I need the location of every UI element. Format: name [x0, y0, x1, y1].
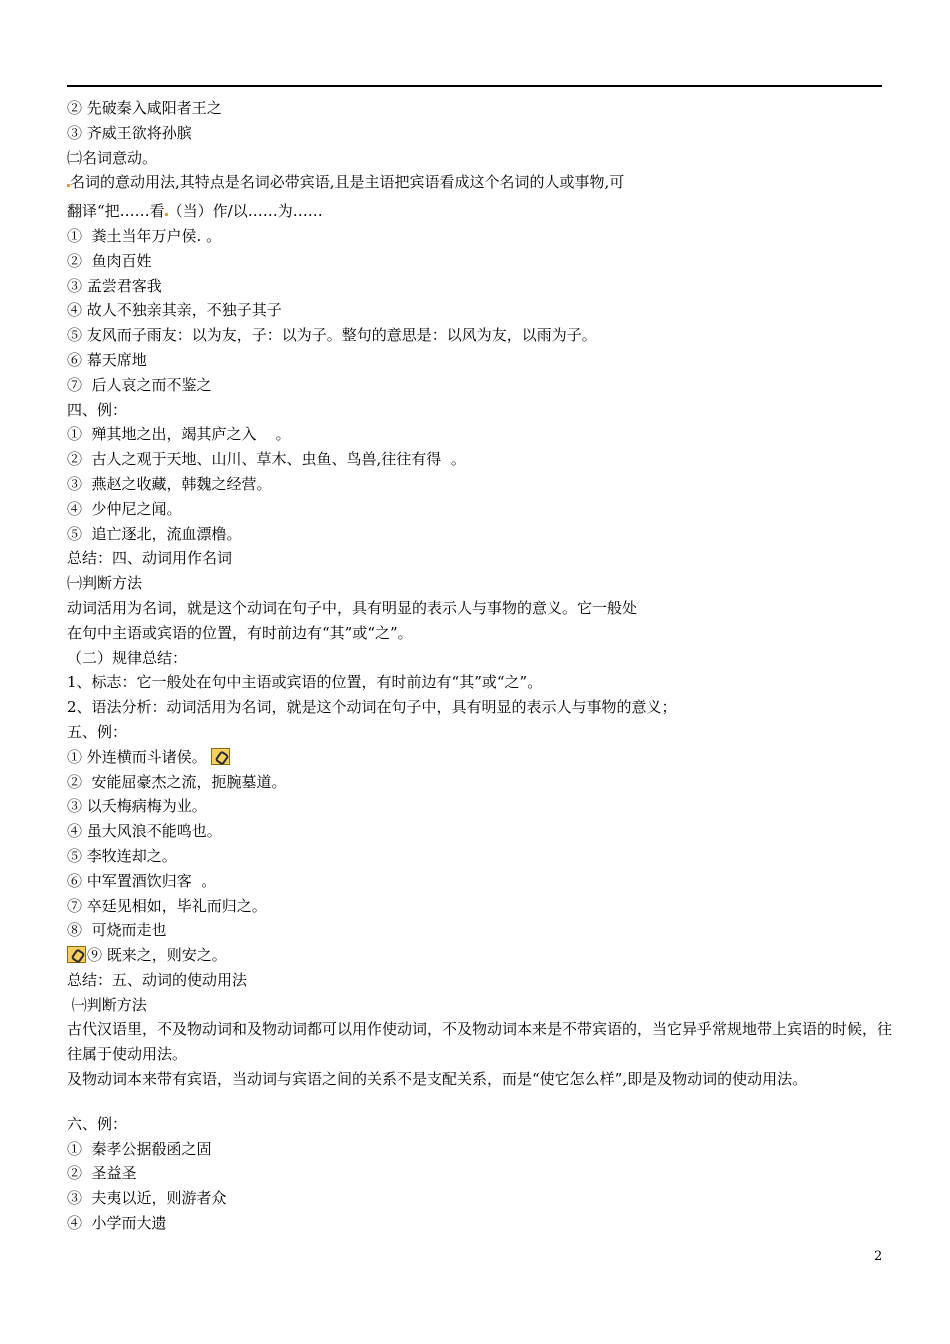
- text-line: ③ 燕赵之收藏，韩魏之经营。: [67, 474, 272, 493]
- document-body: [67, 96, 897, 1236]
- paragraph: 古代汉语里，不及物动词和及物动词都可以用作使动词，不及物动词本来是不带宾语的，当它异乎常规地带上宾语的时候，往往属于使动用法。: [67, 1020, 893, 1064]
- text-line: ① 秦孝公据殽函之固: [67, 1139, 212, 1158]
- text-line: 名词的意动用法,其特点是名词必带宾语,且是主语把宾语看成这个名词的人或事物,可: [67, 170, 897, 195]
- section-heading: 六、例：: [67, 1114, 128, 1133]
- text-line: ⑧ 可烧而走也: [67, 921, 167, 940]
- text-line: 在句中主语或宾语的位置，有时前边有“其”或“之”。: [67, 623, 413, 642]
- text-line: 动词活用为名词，就是这个动词在句子中，具有明显的表示人与事物的意义。它一般处: [67, 598, 638, 617]
- text-line: ⑦ 卒廷见相如，毕礼而归之。: [67, 896, 267, 915]
- text-line: ① 粪土当年万户侯. 。: [67, 226, 222, 245]
- text-line: ③ 齐威王欲将孙膑: [67, 123, 192, 142]
- text-line: 翻译“把……看 （当）作/以……为……: [67, 202, 323, 221]
- section-heading: ㈡名词意动。: [67, 148, 158, 167]
- text-line: ③ 夫夷以近，则游者众: [67, 1189, 227, 1208]
- text-line: ② 古人之观于天地、山川、草木、虫鱼、鸟兽,往往有得 。: [67, 450, 466, 469]
- text-line: 1、标志：它一般处在句中主语或宾语的位置，有时前边有“其”或“之”。: [67, 673, 543, 692]
- text-line: ④ 少仲尼之闻。: [67, 499, 182, 518]
- blank-line: [67, 1092, 897, 1112]
- text-line: ④ 虽大风浪不能鸣也。: [67, 822, 222, 841]
- text-line: ① 外连横而斗诸侯。: [67, 745, 897, 770]
- text-line: ⑥ 幕天席地: [67, 350, 147, 369]
- section-heading: 四、例：: [67, 400, 128, 419]
- text-line: ⑨ 既来之，则安之。: [67, 943, 897, 968]
- text-line: ⑤ 李牧连却之。: [67, 846, 177, 865]
- text-line: ③ 以夭梅病梅为业。: [67, 797, 207, 816]
- paragraph: 及物动词本来带有宾语，当动词与宾语之间的关系不是支配关系，而是“使它怎么样”,即是及物动词的使动用法。: [67, 1070, 808, 1089]
- header-rule: [67, 85, 882, 87]
- page-number: 2: [874, 1249, 883, 1264]
- text-line: ② 安能屈豪杰之流，扼腕墓道。: [67, 772, 287, 791]
- text-line: ③ 孟尝君客我: [67, 276, 162, 295]
- section-heading: ㈠判断方法: [67, 574, 143, 593]
- text-line: ⑤ 追亡逐北，流血漂橹。: [67, 524, 242, 543]
- text-line: ⑥ 中军置酒饮归客 。: [67, 871, 217, 890]
- text-line: 2、语法分析：动词活用为名词，就是这个动词在句子中，具有明显的表示人与事物的意义；: [67, 698, 677, 717]
- edit-ornament-icon: [67, 946, 86, 963]
- section-heading: （二）规律总结：: [67, 648, 188, 667]
- text-line: ② 圣益圣: [67, 1164, 137, 1183]
- text-line: ④ 故人不独亲其亲，不独子其子: [67, 301, 282, 320]
- section-heading: 五、例：: [67, 722, 128, 741]
- text-line: ① 殚其地之出，竭其庐之入 。: [67, 425, 291, 444]
- text-line: ② 鱼肉百姓: [67, 251, 152, 270]
- section-heading: 总结：五、动词的使动用法: [67, 970, 248, 989]
- text-line: ⑤ 友风而子雨友：以为友，子：以为子。整句的意思是：以风为友，以雨为子。: [67, 326, 597, 345]
- section-heading: 总结：四、动词用作名词: [67, 549, 233, 568]
- text-line: ② 先破秦入咸阳者王之: [67, 99, 222, 117]
- section-heading: ㈠判断方法: [67, 995, 147, 1014]
- edit-ornament-icon: [211, 748, 230, 765]
- text-line: ⑦ 后人哀之而不鉴之: [67, 375, 212, 394]
- text-line: ④ 小学而大遗: [67, 1214, 167, 1233]
